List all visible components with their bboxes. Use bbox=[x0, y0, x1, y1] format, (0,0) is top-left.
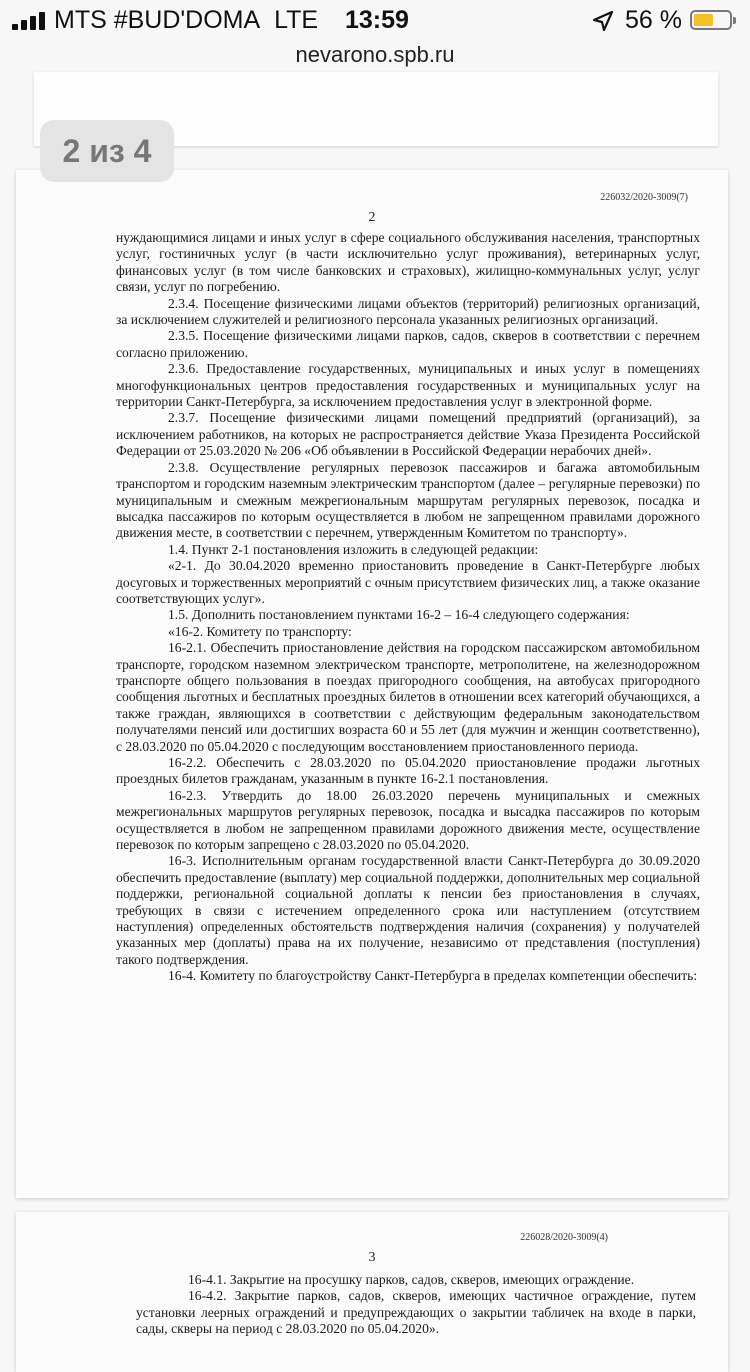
carrier-label bbox=[54, 6, 318, 35]
document-paragraph: 16-3. Исполнительным органам государственной власти Санкт-Петербурга до 30.09.2020 обеспечить предоставление (выплату) мер социальной поддержки, дополнительных мер социальной поддержки, региональной социальной доплаты к пенсии без приостановления в случаях, требующих в связи с истечением определенного срока или наступлением (отсутствием наступления) определенных обстоятельств подтверждения наличия (сохранения) у получателей указанных мер (доплаты) права на их получение, независимо от представления (поступления) такого подтверждения. bbox=[116, 853, 700, 967]
document-paragraph: 1.5. Дополнить постановлением пунктами 16-2 – 16-4 следующего содержания: bbox=[168, 607, 630, 623]
document-page-2 bbox=[16, 170, 728, 1198]
document-paragraph: 1.4. Пункт 2-1 постановления изложить в следующей редакции: bbox=[168, 541, 539, 557]
document-number: 226028/2020-3009(4) bbox=[520, 1232, 608, 1243]
page-number: 3 bbox=[368, 1250, 376, 1265]
document-paragraph: 2.3.4. Посещение физическими лицами объектов (территорий) религиозных организаций, за исключением служителей и религиозного персонала указанных религиозных организаций. bbox=[116, 295, 700, 328]
document-paragraph: нуждающимися лицами и иных услуг в сфере социального обслуживания населения, транспортных услуг, гостиничных услуг (в части исключительно услуг проживания), ветеринарных услуг, финансовых услуг (в том числе банковских и страховых), жилищно-коммунальных услуг, услуг связи, услуг по погребению. bbox=[116, 230, 700, 295]
document-number: 226032/2020-3009(7) bbox=[600, 192, 688, 203]
status-bar bbox=[0, 0, 750, 42]
document-paragraph: 16-2.3. Утвердить до 18.00 26.03.2020 перечень муниципальных и смежных межрегиональных маршрутов регулярных перевозок, посадка и высадка пассажиров по которым осуществляется в любом не запрещенном правилами дорожного движения месте, осуществление перевозок по которым запрещено с 28.03.2020 по 05.04.2020. bbox=[116, 787, 700, 853]
document-paragraph: 2.3.8. Осуществление регулярных перевозок пассажиров и багажа автомобильным транспортом и городским наземным электрическим транспортом (далее – регулярные перевозки) по муниципальным и смежным межрегиональным маршрутам регулярных перевозок, посадка и высадка пассажиров по которым осуществляется в любом не запрещенном правилами дорожного движения месте, в соответствии с перечнем, утвержденным Комитетом по транспорту». bbox=[116, 459, 700, 541]
document-paragraph: «2-1. До 30.04.2020 временно приостановить проведение в Санкт-Петербурге любых досуговых и торжественных мероприятий с очным присутствием физических лиц, а также оказание соответствующих услуг». bbox=[116, 558, 700, 606]
battery-level bbox=[694, 14, 713, 26]
document-paragraph: 16-2.1. Обеспечить приостановление действия на городском пассажирском автомобильном транспорте, городском наземном электрическом транспорте, метрополитене, на железнодорожном транспорте общего пользования в поездах пригородного сообщения, на автобусах пригородного сообщения льготных и бесплатных проездных билетов в отношении всех категорий обучающихся, а также граждан, являющихся в соответствии с действующим федеральным законодательством получателями пенсий или достигших возраста 60 и 55 лет (для мужчин и женщин соответственно), с 28.03.2020 по 05.04.2020 с последующим восстановлением приостановленного периода. bbox=[116, 640, 700, 754]
page-body-text bbox=[116, 230, 700, 985]
document-paragraph: 16-2.2. Обеспечить с 28.03.2020 по 05.04.2020 приостановление продажи льготных проездных билетов гражданам, указанным в пункте 16-2.1 постановления. bbox=[116, 755, 700, 787]
document-paragraph: «16-2. Комитету по транспорту: bbox=[168, 623, 352, 639]
document-paragraph: 16-4.1. Закрытие на просушку парков, садов, скверов, имеющих ограждение. bbox=[188, 1272, 635, 1287]
url-text: nevarono.spb.ru bbox=[295, 42, 455, 67]
location-arrow-icon bbox=[592, 10, 614, 32]
cellular-signal-icon bbox=[12, 12, 48, 30]
page-counter-badge: 2 из 4 bbox=[40, 120, 174, 182]
battery-icon bbox=[690, 10, 732, 30]
page-number: 2 bbox=[368, 210, 376, 225]
document-paragraph: 2.3.7. Посещение физическими лицами помещений предприятий (организаций), за исключением работников, на которых не распространяется действие Указа Президента Российской Федерации от 25.03.2020 № 206 «Об объявлении в Российской Федерации нерабочих дней». bbox=[116, 410, 700, 459]
network-type: LTE bbox=[274, 6, 319, 34]
battery-percentage: 56 % bbox=[625, 6, 682, 34]
document-paragraph: 16-4. Комитету по благоустройству Санкт-Петербурга в пределах компетенции обеспечить: bbox=[168, 968, 698, 984]
status-time: 13:59 bbox=[345, 6, 409, 34]
document-paragraph: 2.3.6. Предоставление государственных, муниципальных и иных услуг в помещениях многофункциональных центров предоставления государственных и муниципальных услуг на территории Санкт-Петербурга, за исключением предоставления услуг в электронной форме. bbox=[116, 361, 700, 410]
document-paragraph: 16-4.2. Закрытие парков, садов, скверов, имеющих частичное ограждение, путем установки леерных ограждений и предупреждающих о закрытии табличек на входе в парки, сады, скверы на период с 28.03.2020 по 05.04.2020». bbox=[136, 1288, 696, 1337]
url-bar[interactable] bbox=[0, 42, 750, 72]
page-body-text bbox=[136, 1272, 696, 1338]
document-page-3 bbox=[16, 1212, 728, 1372]
carrier-name: MTS #BUD'DOMA bbox=[54, 6, 261, 34]
document-paragraph: 2.3.5. Посещение физическими лицами парков, садов, скверов в соответствии с перечнем согласно приложению. bbox=[116, 328, 700, 360]
